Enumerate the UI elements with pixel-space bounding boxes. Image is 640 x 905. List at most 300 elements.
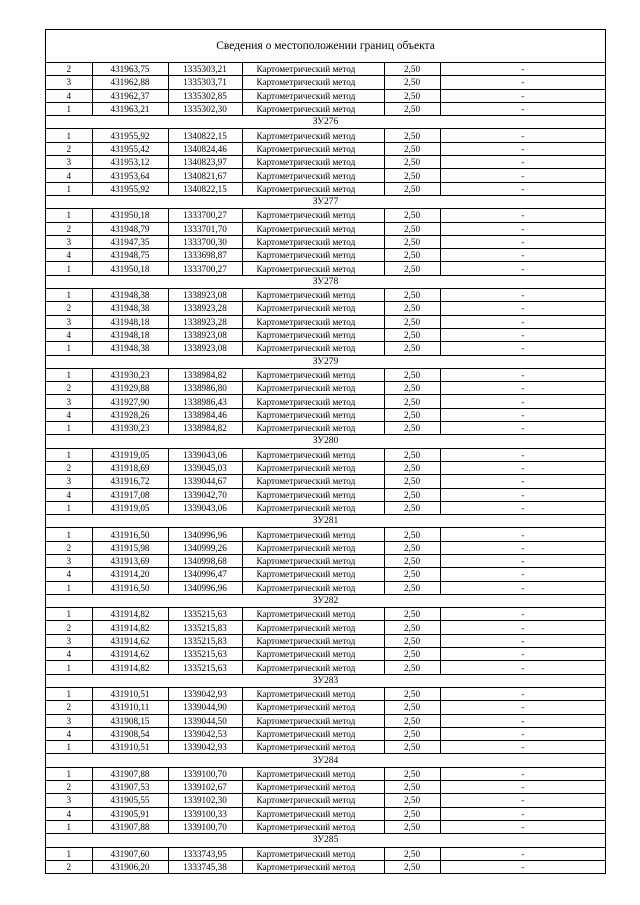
- precision-cell: 2,50: [384, 554, 440, 567]
- y-coordinate-cell: 1340822,15: [168, 129, 242, 142]
- x-coordinate-cell: 431963,21: [92, 102, 168, 115]
- description-cell: -: [440, 289, 605, 302]
- section-title: ЗУ283: [46, 674, 605, 687]
- precision-cell: 2,50: [384, 89, 440, 102]
- precision-cell: 2,50: [384, 741, 440, 754]
- description-cell: -: [440, 142, 605, 155]
- table-row: [46, 475, 605, 488]
- method-cell: Картометрический метод: [242, 302, 384, 315]
- method-cell: Картометрический метод: [242, 89, 384, 102]
- table-row: [46, 648, 605, 661]
- method-cell: Картометрический метод: [242, 182, 384, 195]
- y-coordinate-cell: 1340996,96: [168, 581, 242, 594]
- precision-cell: 2,50: [384, 475, 440, 488]
- x-coordinate-cell: 431950,18: [92, 209, 168, 222]
- x-coordinate-cell: 431916,50: [92, 581, 168, 594]
- section-header-row: [46, 834, 605, 847]
- point-number-cell: 2: [46, 860, 92, 873]
- point-number-cell: 3: [46, 794, 92, 807]
- description-cell: -: [440, 767, 605, 780]
- description-cell: -: [440, 182, 605, 195]
- x-coordinate-cell: 431953,64: [92, 169, 168, 182]
- precision-cell: 2,50: [384, 156, 440, 169]
- description-cell: -: [440, 342, 605, 355]
- table-row: [46, 581, 605, 594]
- method-cell: Картометрический метод: [242, 76, 384, 89]
- table-row: [46, 382, 605, 395]
- section-title: ЗУ282: [46, 594, 605, 607]
- description-cell: -: [440, 382, 605, 395]
- table-row: [46, 169, 605, 182]
- precision-cell: 2,50: [384, 182, 440, 195]
- point-number-cell: 3: [46, 714, 92, 727]
- table-row: [46, 395, 605, 408]
- x-coordinate-cell: 431948,18: [92, 328, 168, 341]
- description-cell: -: [440, 820, 605, 833]
- point-number-cell: 1: [46, 182, 92, 195]
- x-coordinate-cell: 431955,42: [92, 142, 168, 155]
- precision-cell: 2,50: [384, 488, 440, 501]
- method-cell: Картометрический метод: [242, 328, 384, 341]
- point-number-cell: 2: [46, 701, 92, 714]
- precision-cell: 2,50: [384, 328, 440, 341]
- point-number-cell: 2: [46, 621, 92, 634]
- section-title: ЗУ285: [46, 834, 605, 847]
- x-coordinate-cell: 431930,23: [92, 422, 168, 435]
- section-title: ЗУ279: [46, 355, 605, 368]
- table-row: [46, 608, 605, 621]
- table-row: [46, 328, 605, 341]
- y-coordinate-cell: 1340823,97: [168, 156, 242, 169]
- precision-cell: 2,50: [384, 63, 440, 76]
- point-number-cell: 2: [46, 63, 92, 76]
- point-number-cell: 1: [46, 661, 92, 674]
- table-row: [46, 634, 605, 647]
- description-cell: -: [440, 581, 605, 594]
- y-coordinate-cell: 1339045,03: [168, 461, 242, 474]
- description-cell: -: [440, 475, 605, 488]
- point-number-cell: 2: [46, 222, 92, 235]
- precision-cell: 2,50: [384, 847, 440, 860]
- description-cell: -: [440, 222, 605, 235]
- y-coordinate-cell: 1340824,46: [168, 142, 242, 155]
- table-row: [46, 249, 605, 262]
- y-coordinate-cell: 1333700,30: [168, 235, 242, 248]
- method-cell: Картометрический метод: [242, 501, 384, 514]
- point-number-cell: 1: [46, 608, 92, 621]
- y-coordinate-cell: 1333701,70: [168, 222, 242, 235]
- description-cell: -: [440, 302, 605, 315]
- x-coordinate-cell: 431914,62: [92, 634, 168, 647]
- method-cell: Картометрический метод: [242, 568, 384, 581]
- y-coordinate-cell: 1339042,70: [168, 488, 242, 501]
- method-cell: Картометрический метод: [242, 528, 384, 541]
- method-cell: Картометрический метод: [242, 488, 384, 501]
- y-coordinate-cell: 1339044,90: [168, 701, 242, 714]
- x-coordinate-cell: 431907,60: [92, 847, 168, 860]
- x-coordinate-cell: 431908,54: [92, 727, 168, 740]
- table-row: [46, 342, 605, 355]
- point-number-cell: 3: [46, 395, 92, 408]
- x-coordinate-cell: 431963,75: [92, 63, 168, 76]
- method-cell: Картометрический метод: [242, 727, 384, 740]
- point-number-cell: 1: [46, 741, 92, 754]
- section-header-row: [46, 195, 605, 208]
- precision-cell: 2,50: [384, 727, 440, 740]
- precision-cell: 2,50: [384, 701, 440, 714]
- table-row: [46, 302, 605, 315]
- description-cell: -: [440, 807, 605, 820]
- precision-cell: 2,50: [384, 235, 440, 248]
- description-cell: -: [440, 608, 605, 621]
- x-coordinate-cell: 431915,98: [92, 541, 168, 554]
- x-coordinate-cell: 431930,23: [92, 368, 168, 381]
- point-number-cell: 4: [46, 648, 92, 661]
- precision-cell: 2,50: [384, 621, 440, 634]
- description-cell: -: [440, 687, 605, 700]
- description-cell: -: [440, 315, 605, 328]
- precision-cell: 2,50: [384, 395, 440, 408]
- y-coordinate-cell: 1333745,38: [168, 860, 242, 873]
- precision-cell: 2,50: [384, 687, 440, 700]
- method-cell: Картометрический метод: [242, 741, 384, 754]
- table-row: [46, 182, 605, 195]
- section-header-row: [46, 435, 605, 448]
- method-cell: Картометрический метод: [242, 860, 384, 873]
- table-row: [46, 76, 605, 89]
- method-cell: Картометрический метод: [242, 475, 384, 488]
- x-coordinate-cell: 431955,92: [92, 182, 168, 195]
- section-title: ЗУ280: [46, 435, 605, 448]
- description-cell: -: [440, 169, 605, 182]
- method-cell: Картометрический метод: [242, 142, 384, 155]
- description-cell: -: [440, 847, 605, 860]
- table-row: [46, 368, 605, 381]
- description-cell: -: [440, 395, 605, 408]
- precision-cell: 2,50: [384, 382, 440, 395]
- y-coordinate-cell: 1339100,33: [168, 807, 242, 820]
- description-cell: -: [440, 528, 605, 541]
- y-coordinate-cell: 1340998,68: [168, 554, 242, 567]
- precision-cell: 2,50: [384, 714, 440, 727]
- description-cell: -: [440, 727, 605, 740]
- table-row: [46, 461, 605, 474]
- x-coordinate-cell: 431929,88: [92, 382, 168, 395]
- y-coordinate-cell: 1339044,67: [168, 475, 242, 488]
- method-cell: Картометрический метод: [242, 395, 384, 408]
- y-coordinate-cell: 1333698,87: [168, 249, 242, 262]
- method-cell: Картометрический метод: [242, 222, 384, 235]
- table-row: [46, 541, 605, 554]
- section-title: ЗУ281: [46, 515, 605, 528]
- table-row: [46, 727, 605, 740]
- description-cell: -: [440, 701, 605, 714]
- point-number-cell: 4: [46, 568, 92, 581]
- method-cell: Картометрический метод: [242, 209, 384, 222]
- method-cell: Картометрический метод: [242, 382, 384, 395]
- x-coordinate-cell: 431916,72: [92, 475, 168, 488]
- precision-cell: 2,50: [384, 222, 440, 235]
- boundary-document: [45, 29, 606, 874]
- x-coordinate-cell: 431955,92: [92, 129, 168, 142]
- precision-cell: 2,50: [384, 289, 440, 302]
- point-number-cell: 4: [46, 727, 92, 740]
- x-coordinate-cell: 431948,38: [92, 289, 168, 302]
- y-coordinate-cell: 1339042,93: [168, 687, 242, 700]
- y-coordinate-cell: 1340996,47: [168, 568, 242, 581]
- point-number-cell: 1: [46, 129, 92, 142]
- table-row: [46, 794, 605, 807]
- method-cell: Картометрический метод: [242, 608, 384, 621]
- table-row: [46, 714, 605, 727]
- description-cell: -: [440, 209, 605, 222]
- y-coordinate-cell: 1338986,43: [168, 395, 242, 408]
- description-cell: -: [440, 741, 605, 754]
- precision-cell: 2,50: [384, 169, 440, 182]
- method-cell: Картометрический метод: [242, 342, 384, 355]
- table-row: [46, 741, 605, 754]
- table-row: [46, 847, 605, 860]
- table-row: [46, 687, 605, 700]
- description-cell: -: [440, 488, 605, 501]
- x-coordinate-cell: 431910,11: [92, 701, 168, 714]
- point-number-cell: 1: [46, 102, 92, 115]
- precision-cell: 2,50: [384, 860, 440, 873]
- x-coordinate-cell: 431907,88: [92, 767, 168, 780]
- table-row: [46, 528, 605, 541]
- description-cell: -: [440, 235, 605, 248]
- x-coordinate-cell: 431947,35: [92, 235, 168, 248]
- x-coordinate-cell: 431918,69: [92, 461, 168, 474]
- method-cell: Картометрический метод: [242, 262, 384, 275]
- point-number-cell: 1: [46, 687, 92, 700]
- x-coordinate-cell: 431916,50: [92, 528, 168, 541]
- precision-cell: 2,50: [384, 315, 440, 328]
- precision-cell: 2,50: [384, 568, 440, 581]
- precision-cell: 2,50: [384, 634, 440, 647]
- x-coordinate-cell: 431908,15: [92, 714, 168, 727]
- y-coordinate-cell: 1339100,70: [168, 767, 242, 780]
- y-coordinate-cell: 1338923,08: [168, 289, 242, 302]
- description-cell: -: [440, 129, 605, 142]
- y-coordinate-cell: 1335303,71: [168, 76, 242, 89]
- table-row: [46, 501, 605, 514]
- method-cell: Картометрический метод: [242, 781, 384, 794]
- precision-cell: 2,50: [384, 408, 440, 421]
- method-cell: Картометрический метод: [242, 634, 384, 647]
- table-row: [46, 235, 605, 248]
- x-coordinate-cell: 431919,05: [92, 448, 168, 461]
- x-coordinate-cell: 431948,18: [92, 315, 168, 328]
- x-coordinate-cell: 431906,20: [92, 860, 168, 873]
- description-cell: -: [440, 368, 605, 381]
- y-coordinate-cell: 1339044,50: [168, 714, 242, 727]
- description-cell: -: [440, 541, 605, 554]
- x-coordinate-cell: 431910,51: [92, 687, 168, 700]
- section-header-row: [46, 594, 605, 607]
- point-number-cell: 1: [46, 422, 92, 435]
- table-row: [46, 63, 605, 76]
- point-number-cell: 3: [46, 315, 92, 328]
- precision-cell: 2,50: [384, 528, 440, 541]
- method-cell: Картометрический метод: [242, 541, 384, 554]
- y-coordinate-cell: 1338986,80: [168, 382, 242, 395]
- precision-cell: 2,50: [384, 209, 440, 222]
- y-coordinate-cell: 1338923,08: [168, 328, 242, 341]
- point-number-cell: 4: [46, 89, 92, 102]
- point-number-cell: 2: [46, 302, 92, 315]
- y-coordinate-cell: 1335302,30: [168, 102, 242, 115]
- x-coordinate-cell: 431950,18: [92, 262, 168, 275]
- y-coordinate-cell: 1340822,15: [168, 182, 242, 195]
- precision-cell: 2,50: [384, 820, 440, 833]
- precision-cell: 2,50: [384, 541, 440, 554]
- table-row: [46, 222, 605, 235]
- method-cell: Картометрический метод: [242, 807, 384, 820]
- method-cell: Картометрический метод: [242, 249, 384, 262]
- point-number-cell: 3: [46, 235, 92, 248]
- description-cell: -: [440, 554, 605, 567]
- y-coordinate-cell: 1338984,46: [168, 408, 242, 421]
- y-coordinate-cell: 1335215,63: [168, 648, 242, 661]
- y-coordinate-cell: 1338923,08: [168, 342, 242, 355]
- precision-cell: 2,50: [384, 648, 440, 661]
- precision-cell: 2,50: [384, 807, 440, 820]
- point-number-cell: 1: [46, 847, 92, 860]
- x-coordinate-cell: 431907,88: [92, 820, 168, 833]
- y-coordinate-cell: 1338923,28: [168, 302, 242, 315]
- description-cell: -: [440, 634, 605, 647]
- precision-cell: 2,50: [384, 102, 440, 115]
- point-number-cell: 3: [46, 475, 92, 488]
- precision-cell: 2,50: [384, 76, 440, 89]
- point-number-cell: 1: [46, 209, 92, 222]
- precision-cell: 2,50: [384, 262, 440, 275]
- point-number-cell: 1: [46, 581, 92, 594]
- description-cell: -: [440, 661, 605, 674]
- point-number-cell: 1: [46, 289, 92, 302]
- method-cell: Картометрический метод: [242, 315, 384, 328]
- table-row: [46, 289, 605, 302]
- point-number-cell: 1: [46, 501, 92, 514]
- table-row: [46, 156, 605, 169]
- table-row: [46, 621, 605, 634]
- table-row: [46, 860, 605, 873]
- method-cell: Картометрический метод: [242, 820, 384, 833]
- table-row: [46, 89, 605, 102]
- point-number-cell: 1: [46, 262, 92, 275]
- point-number-cell: 4: [46, 408, 92, 421]
- y-coordinate-cell: 1339100,70: [168, 820, 242, 833]
- point-number-cell: 4: [46, 249, 92, 262]
- description-cell: -: [440, 860, 605, 873]
- x-coordinate-cell: 431914,62: [92, 648, 168, 661]
- description-cell: -: [440, 461, 605, 474]
- description-cell: -: [440, 408, 605, 421]
- description-cell: -: [440, 156, 605, 169]
- y-coordinate-cell: 1335215,63: [168, 661, 242, 674]
- description-cell: -: [440, 448, 605, 461]
- y-coordinate-cell: 1340821,67: [168, 169, 242, 182]
- table-row: [46, 209, 605, 222]
- x-coordinate-cell: 431927,90: [92, 395, 168, 408]
- table-row: [46, 661, 605, 674]
- method-cell: Картометрический метод: [242, 63, 384, 76]
- description-cell: -: [440, 621, 605, 634]
- point-number-cell: 2: [46, 461, 92, 474]
- y-coordinate-cell: 1339102,67: [168, 781, 242, 794]
- section-header-row: [46, 674, 605, 687]
- x-coordinate-cell: 431948,75: [92, 249, 168, 262]
- method-cell: Картометрический метод: [242, 289, 384, 302]
- x-coordinate-cell: 431905,91: [92, 807, 168, 820]
- section-header-row: [46, 275, 605, 288]
- point-number-cell: 4: [46, 807, 92, 820]
- x-coordinate-cell: 431914,82: [92, 608, 168, 621]
- table-row: [46, 102, 605, 115]
- section-title: ЗУ277: [46, 195, 605, 208]
- method-cell: Картометрический метод: [242, 621, 384, 634]
- x-coordinate-cell: 431914,20: [92, 568, 168, 581]
- y-coordinate-cell: 1338984,82: [168, 368, 242, 381]
- point-number-cell: 3: [46, 156, 92, 169]
- method-cell: Картометрический метод: [242, 156, 384, 169]
- x-coordinate-cell: 431948,38: [92, 342, 168, 355]
- precision-cell: 2,50: [384, 302, 440, 315]
- method-cell: Картометрический метод: [242, 461, 384, 474]
- point-number-cell: 3: [46, 634, 92, 647]
- description-cell: -: [440, 63, 605, 76]
- point-number-cell: 3: [46, 76, 92, 89]
- y-coordinate-cell: 1333700,27: [168, 209, 242, 222]
- method-cell: Картометрический метод: [242, 422, 384, 435]
- method-cell: Картометрический метод: [242, 687, 384, 700]
- point-number-cell: 1: [46, 528, 92, 541]
- table-row: [46, 448, 605, 461]
- precision-cell: 2,50: [384, 448, 440, 461]
- precision-cell: 2,50: [384, 249, 440, 262]
- point-number-cell: 1: [46, 820, 92, 833]
- point-number-cell: 1: [46, 342, 92, 355]
- x-coordinate-cell: 431917,08: [92, 488, 168, 501]
- description-cell: -: [440, 794, 605, 807]
- method-cell: Картометрический метод: [242, 448, 384, 461]
- precision-cell: 2,50: [384, 608, 440, 621]
- table-row: [46, 820, 605, 833]
- y-coordinate-cell: 1340996,96: [168, 528, 242, 541]
- section-header-row: [46, 355, 605, 368]
- table-row: [46, 807, 605, 820]
- method-cell: Картометрический метод: [242, 648, 384, 661]
- point-number-cell: 1: [46, 368, 92, 381]
- y-coordinate-cell: 1333700,27: [168, 262, 242, 275]
- precision-cell: 2,50: [384, 767, 440, 780]
- x-coordinate-cell: 431907,53: [92, 781, 168, 794]
- precision-cell: 2,50: [384, 342, 440, 355]
- precision-cell: 2,50: [384, 461, 440, 474]
- method-cell: Картометрический метод: [242, 102, 384, 115]
- method-cell: Картометрический метод: [242, 794, 384, 807]
- y-coordinate-cell: 1335303,21: [168, 63, 242, 76]
- coordinates-table: [46, 63, 605, 873]
- description-cell: -: [440, 648, 605, 661]
- y-coordinate-cell: 1335215,83: [168, 634, 242, 647]
- point-number-cell: 2: [46, 541, 92, 554]
- y-coordinate-cell: 1339043,06: [168, 501, 242, 514]
- precision-cell: 2,50: [384, 501, 440, 514]
- description-cell: -: [440, 328, 605, 341]
- precision-cell: 2,50: [384, 661, 440, 674]
